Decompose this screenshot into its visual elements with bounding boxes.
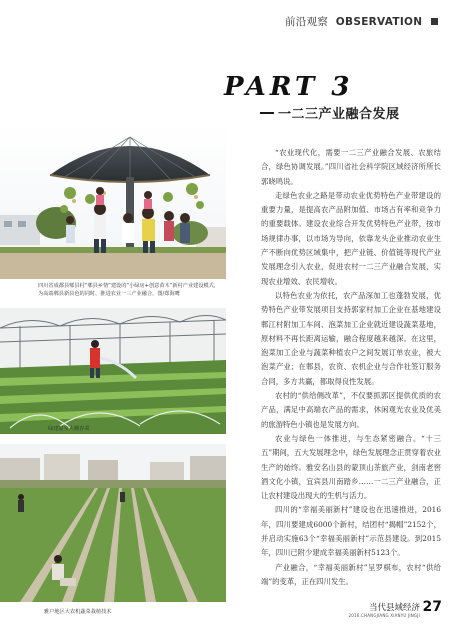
section-subtitle [260, 103, 400, 122]
section-label-en: OBSERVATION [335, 16, 423, 28]
part-label: PART 3 [224, 72, 354, 102]
page-footer [349, 601, 442, 618]
magazine-name: 当代县域经济 [368, 603, 420, 613]
photo-caption-1: 四川省成都县郫县村“郫县乡情”建设的“小绿房+创意苗木”新村产业建设模式，为高端郫县新县色的同时，推进农业一三产业融合，图/郑海鹰 [38, 283, 220, 297]
paragraph-5: 农业与绿色一体推进，与生态紧密融合。“十三五”期间，五大发展理念中，绿色发展理念正贯穿着农业生产的始终。雅安名山县的蒙顶山茶旅产业，剑南老窖酒文化小镇，宜宾县川南踏乡……一二三产业融合，正让农村建设出现大的生机与活力。 [261, 433, 442, 501]
photo-caption-3: 雅户地区大农机蔬菜栽植技术 [44, 609, 112, 615]
article-body [261, 146, 441, 589]
paragraph-3: 以特色农业为依托，农产品深加工也蓬勃发展，优势特色产业带发展项目支持郭家村加工企业在基地建设郫江村附加工车间、泡菜加工企业就近建设蔬菜基地，原材料不再长距离运输，融合程度越来越深。在这里，泡菜加工企业与蔬菜种植农户之间发展订单农业，被大泡菜产业；在郫县，农资、农机企业与合作社签订服务合同，多方共赢，都取得良性发展。 [261, 290, 441, 386]
subtitle-dash [260, 112, 274, 114]
section-label-zh: 前沿观察 [284, 16, 329, 28]
paragraph-6: 四川的“幸福美丽新村”建设也在迅速推进，2016年，四川要建成6000个新村，结团村“揭帽”2152个，并启动实施63个“幸福美丽新村”示范县建设。到2015年，四川已附少建成幸福美丽新村5123个。 [261, 505, 441, 558]
photo-umbrella-structure [0, 123, 226, 279]
magazine-issue: 2016.CHANGJIANG XIANYU JINGJI [348, 613, 420, 618]
paragraph-4: 农村的“供给侧改革”，不仅要抓郭区提供优质的农产品，满足中高端农产品的需求，休闲观光农业及优美的旅游特色小镇也是发展方向。 [261, 391, 441, 429]
header-square-icon [431, 18, 438, 25]
paragraph-2: 走绿色农业之路是带动农业优势特色产业带建设的重要力量，是提高农产品附加值、市场占有率和竞争力的重要载体。建设农业综合开发优势特色产业带，按市场规律办事，以市场为导向，依靠龙头企业推动农业生产不断向优势区域集中，把产业链、价值链等现代产业发展理念引入农业，促进农村一二三产业融合发展，实现农业增效、农民增收。 [261, 190, 441, 286]
photo-field-illustration [0, 444, 226, 602]
page-number: 27 [422, 599, 442, 615]
photo-greenhouse [0, 308, 226, 434]
paragraph-7: 产业融合，“幸福美丽新村”呈罗棋布，农村“供给端”的变革，正在四川发生。 [261, 562, 441, 586]
paragraph-1: “农业现代化，需要一二三产业融合发展、农旅结合，绿色协调发展。”四川省社会科学院区域经济所所长郭晓鸣说。 [261, 148, 441, 186]
photo-umbrella-illustration [0, 123, 226, 279]
photo-greenhouse-illustration [0, 308, 226, 434]
subtitle-text: 一二三产业融合发展 [278, 107, 400, 122]
photo-field-rows [0, 444, 226, 602]
section-header [285, 14, 438, 29]
photo-caption-2: 绿建温室大棚春菜 [48, 426, 90, 432]
